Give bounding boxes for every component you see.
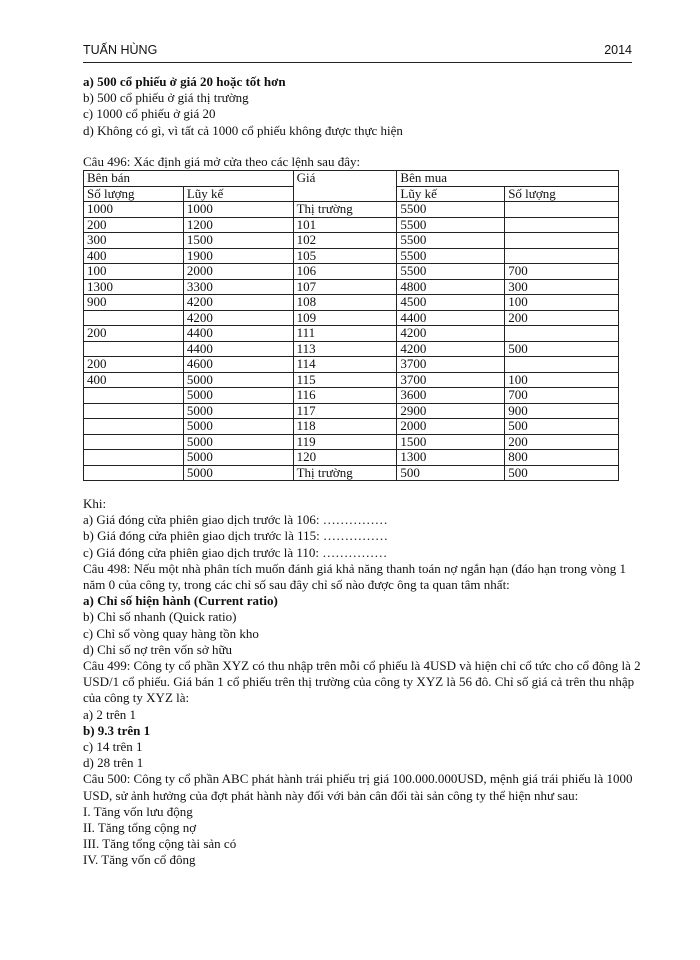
spacer — [83, 139, 643, 154]
table-row — [84, 264, 619, 280]
khi-item-b: b) Giá đóng cửa phiên giao dịch trước là 115: …………… — [83, 528, 388, 544]
cell-sell-cum: 5000 — [183, 388, 293, 404]
cell-sell-qty: 200 — [84, 357, 184, 373]
cell-buy-cum: 5500 — [397, 233, 505, 249]
cell-buy-qty: 500 — [505, 341, 619, 357]
cell-sell-cum: 4200 — [183, 310, 293, 326]
table-row — [84, 295, 619, 311]
col-sell-qty: Số lượng — [84, 186, 184, 202]
q499-option-b: b) 9.3 trên 1 — [83, 722, 151, 738]
cell-price: 116 — [293, 388, 397, 404]
cell-price: 118 — [293, 419, 397, 435]
table-row — [84, 388, 619, 404]
table-row — [84, 372, 619, 388]
cell-buy-cum: 3700 — [397, 357, 505, 373]
cell-buy-cum: 2900 — [397, 403, 505, 419]
cell-sell-cum: 1500 — [183, 233, 293, 249]
cell-buy-cum: 4500 — [397, 295, 505, 311]
cell-sell-qty — [84, 434, 184, 450]
cell-sell-qty — [84, 419, 184, 435]
cell-price: 111 — [293, 326, 397, 342]
cell-buy-cum: 5500 — [397, 248, 505, 264]
khi-item-c: c) Giá đóng cửa phiên giao dịch trước là 110: …………… — [83, 544, 388, 560]
cell-sell-qty — [84, 310, 184, 326]
group-sell-header: Bên bán — [84, 171, 294, 187]
cell-price: 119 — [293, 434, 397, 450]
table-row — [84, 202, 619, 218]
cell-buy-cum: 2000 — [397, 419, 505, 435]
q500-section — [83, 771, 643, 868]
cell-buy-qty: 500 — [505, 465, 619, 481]
cell-sell-qty — [84, 341, 184, 357]
q498-option-b: b) Chỉ số nhanh (Quick ratio) — [83, 609, 237, 625]
cell-buy-cum: 500 — [397, 465, 505, 481]
cell-buy-cum: 1300 — [397, 450, 505, 466]
order-table — [83, 170, 619, 481]
cell-price: 114 — [293, 357, 397, 373]
cell-price: Thị trường — [293, 202, 397, 218]
cell-sell-qty — [84, 403, 184, 419]
cell-buy-cum: 5500 — [397, 264, 505, 280]
table-row — [84, 465, 619, 481]
table-row — [84, 434, 619, 450]
cell-buy-qty: 200 — [505, 434, 619, 450]
cell-price: 117 — [293, 403, 397, 419]
table-row — [84, 357, 619, 373]
cell-price: 101 — [293, 217, 397, 233]
cell-buy-qty: 700 — [505, 264, 619, 280]
cell-sell-qty — [84, 465, 184, 481]
cell-buy-qty: 800 — [505, 450, 619, 466]
q500-option-2: II. Tăng tổng cộng nợ — [83, 820, 197, 836]
khi-label: Khi: — [83, 496, 107, 512]
table-row — [84, 450, 619, 466]
cell-sell-cum: 4400 — [183, 326, 293, 342]
col-sell-cum: Lũy kế — [183, 186, 293, 202]
cell-buy-cum: 4200 — [397, 326, 505, 342]
q498-question: Câu 498: Nếu một nhà phân tích muốn đánh giá khả năng thanh toán nợ ngắn hạn (đáo hạn trong vòng 1 năm 0 của công ty, trong các chỉ số sau đây chỉ số nào được ông ta quan tâm nhất: — [83, 560, 627, 593]
cell-buy-qty — [505, 217, 619, 233]
cell-buy-qty: 300 — [505, 279, 619, 295]
cell-sell-qty: 100 — [84, 264, 184, 280]
khi-section — [83, 496, 643, 561]
q495-options — [83, 74, 643, 139]
table-row — [84, 419, 619, 435]
cell-price: 120 — [293, 450, 397, 466]
spacer — [83, 481, 643, 496]
q499-option-c: c) 14 trên 1 — [83, 739, 143, 755]
q498-option-d: d) Chỉ số nợ trên vốn sở hữu — [83, 641, 232, 657]
cell-sell-cum: 1200 — [183, 217, 293, 233]
group-price-header: Giá — [293, 171, 397, 202]
cell-sell-cum: 1000 — [183, 202, 293, 218]
cell-sell-qty: 200 — [84, 326, 184, 342]
cell-buy-qty: 900 — [505, 403, 619, 419]
cell-buy-qty — [505, 233, 619, 249]
table-row — [84, 326, 619, 342]
cell-sell-cum: 3300 — [183, 279, 293, 295]
cell-price: 115 — [293, 372, 397, 388]
cell-sell-qty: 300 — [84, 233, 184, 249]
cell-price: Thị trường — [293, 465, 397, 481]
cell-buy-cum: 5500 — [397, 202, 505, 218]
header-author: TUẤN HÙNG — [83, 43, 158, 57]
col-buy-cum: Lũy kế — [397, 186, 505, 202]
q500-option-1: I. Tăng vốn lưu động — [83, 803, 193, 819]
cell-sell-cum: 1900 — [183, 248, 293, 264]
cell-sell-cum: 2000 — [183, 264, 293, 280]
q498-option-c: c) Chỉ số vòng quay hàng tồn kho — [83, 625, 259, 641]
cell-sell-qty — [84, 450, 184, 466]
cell-sell-cum: 5000 — [183, 434, 293, 450]
page-header — [83, 40, 632, 63]
table-row — [84, 217, 619, 233]
table-row — [84, 341, 619, 357]
cell-buy-qty: 700 — [505, 388, 619, 404]
q495-option-d: d) Không có gì, vì tất cả 1000 cổ phiếu không được thực hiện — [83, 122, 403, 138]
cell-buy-cum: 4800 — [397, 279, 505, 295]
cell-sell-cum: 4600 — [183, 357, 293, 373]
table-row — [84, 310, 619, 326]
page-content — [83, 74, 643, 869]
cell-buy-cum: 1500 — [397, 434, 505, 450]
q495-option-c: c) 1000 cổ phiếu ở giá 20 — [83, 106, 216, 122]
q495-option-a: a) 500 cổ phiếu ở giá 20 hoặc tốt hơn — [83, 74, 286, 89]
q500-option-3: III. Tăng tổng cộng tài sản có — [83, 836, 237, 852]
cell-buy-qty — [505, 357, 619, 373]
cell-buy-qty — [505, 248, 619, 264]
q499-section — [83, 658, 643, 771]
cell-price: 108 — [293, 295, 397, 311]
q500-question: Câu 500: Công ty cổ phần ABC phát hành trái phiếu trị giá 100.000.000USD, mệnh giá trái phiếu là 1000 USD, sử ảnh hưởng của đợt phát hành này đối với bản cân đối tài sản công ty thể hiện như sau: — [83, 771, 633, 803]
cell-sell-cum: 5000 — [183, 450, 293, 466]
cell-price: 107 — [293, 279, 397, 295]
cell-buy-qty: 100 — [505, 295, 619, 311]
khi-item-a: a) Giá đóng cửa phiên giao dịch trước là 106: …………… — [83, 512, 388, 528]
cell-buy-cum: 5500 — [397, 217, 505, 233]
cell-buy-qty: 100 — [505, 372, 619, 388]
q496-title: Câu 496: Xác định giá mở cửa theo các lệnh sau đây: — [83, 153, 361, 169]
cell-buy-cum: 4200 — [397, 341, 505, 357]
cell-price: 106 — [293, 264, 397, 280]
cell-buy-qty: 200 — [505, 310, 619, 326]
cell-buy-qty — [505, 326, 619, 342]
cell-sell-cum: 5000 — [183, 419, 293, 435]
cell-price: 109 — [293, 310, 397, 326]
cell-sell-cum: 5000 — [183, 372, 293, 388]
table-row — [84, 248, 619, 264]
col-buy-qty: Số lượng — [505, 186, 619, 202]
cell-sell-cum: 5000 — [183, 465, 293, 481]
cell-buy-cum: 3700 — [397, 372, 505, 388]
cell-sell-qty: 200 — [84, 217, 184, 233]
header-year: 2014 — [604, 43, 632, 57]
cell-buy-qty: 500 — [505, 419, 619, 435]
cell-sell-qty: 400 — [84, 372, 184, 388]
q499-option-d: d) 28 trên 1 — [83, 755, 144, 771]
cell-sell-qty: 1300 — [84, 279, 184, 295]
table-row — [84, 233, 619, 249]
cell-sell-qty: 900 — [84, 295, 184, 311]
cell-sell-cum: 4400 — [183, 341, 293, 357]
q500-option-4: IV. Tăng vốn cổ đông — [83, 852, 196, 868]
cell-sell-qty: 400 — [84, 248, 184, 264]
table-group-header — [84, 171, 619, 187]
cell-price: 113 — [293, 341, 397, 357]
table-row — [84, 279, 619, 295]
cell-sell-qty: 1000 — [84, 202, 184, 218]
cell-buy-qty — [505, 202, 619, 218]
group-buy-header: Bên mua — [397, 171, 619, 187]
q499-option-a: a) 2 trên 1 — [83, 706, 137, 722]
cell-buy-cum: 4400 — [397, 310, 505, 326]
q498-option-a: a) Chỉ số hiện hành (Current ratio) — [83, 593, 278, 609]
q498-section — [83, 561, 643, 658]
cell-buy-cum: 3600 — [397, 388, 505, 404]
table-row — [84, 403, 619, 419]
cell-sell-cum: 4200 — [183, 295, 293, 311]
cell-price: 105 — [293, 248, 397, 264]
cell-price: 102 — [293, 233, 397, 249]
cell-sell-qty — [84, 388, 184, 404]
q499-question: Câu 499: Công ty cổ phần XYZ có thu nhập trên mỗi cổ phiếu là 4USD và hiện chỉ cổ tức cho cổ đông là 2 USD/1 cổ phiếu. Giá bán 1 cổ phiếu trên thị trường của công ty XYZ là 56 đô. Chỉ số giá cả trên thu nhập của công ty XYZ là: — [83, 658, 641, 706]
q495-option-b: b) 500 cổ phiếu ở giá thị trường — [83, 90, 249, 106]
cell-sell-cum: 5000 — [183, 403, 293, 419]
